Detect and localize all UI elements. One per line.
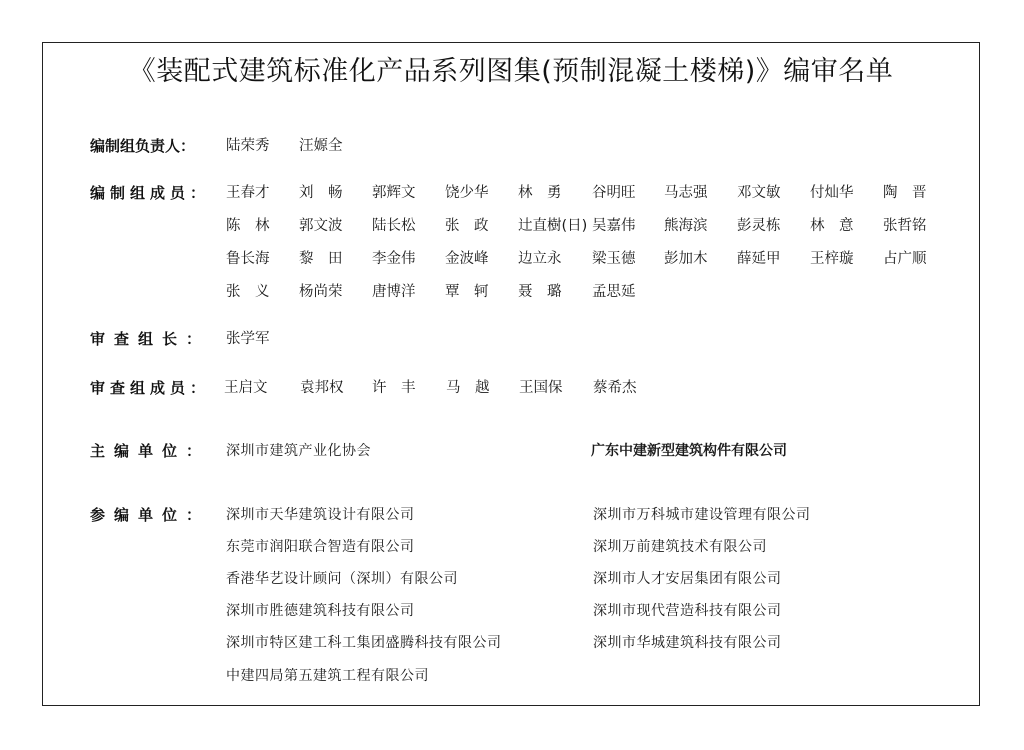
member-name: 饶少华 <box>445 185 489 201</box>
member-name: 陶 晋 <box>883 185 927 201</box>
review-leader-label: 审查组长： <box>90 330 211 348</box>
participating-unit: 深圳市人才安居集团有限公司 <box>593 571 782 587</box>
member-name: 梁玉德 <box>592 251 636 267</box>
participating-unit: 东莞市润阳联合智造有限公司 <box>226 539 415 555</box>
participating-unit: 深圳市胜德建筑科技有限公司 <box>226 603 415 619</box>
member-name: 唐博洋 <box>372 284 416 300</box>
leader-name: 陆荣秀 <box>226 138 270 154</box>
member-name: 林 意 <box>810 218 854 234</box>
review-member-name: 蔡希杰 <box>593 380 637 396</box>
member-name: 吴嘉伟 <box>592 218 636 234</box>
review-member-name: 马 越 <box>446 380 490 396</box>
member-name: 彭灵栋 <box>737 218 781 234</box>
participating-unit: 深圳市特区建工科工集团盛腾科技有限公司 <box>226 635 502 651</box>
leaders-label: 编制组负责人： <box>90 137 196 155</box>
member-name: 覃 轲 <box>445 284 489 300</box>
member-name: 刘 畅 <box>299 185 343 201</box>
leader-name: 汪嫄全 <box>299 138 343 154</box>
member-name: 林 勇 <box>518 185 562 201</box>
chief-unit: 深圳市建筑产业化协会 <box>226 443 371 459</box>
member-name: 郭文波 <box>299 218 343 234</box>
participating-unit: 深圳市现代营造科技有限公司 <box>593 603 782 619</box>
review-member-name: 王国保 <box>519 380 563 396</box>
member-name: 薛延甲 <box>737 251 781 267</box>
participating-unit: 深圳市天华建筑设计有限公司 <box>226 507 415 523</box>
member-name: 张 义 <box>226 284 270 300</box>
review-member-name: 袁邦权 <box>300 380 344 396</box>
participating-unit: 中建四局第五建筑工程有限公司 <box>226 668 429 684</box>
member-name: 鲁长海 <box>226 251 270 267</box>
member-name: 郭辉文 <box>372 185 416 201</box>
member-name: 邓文敏 <box>737 185 781 201</box>
review-member-name: 许 丰 <box>372 380 416 396</box>
member-name: 张哲铭 <box>883 218 927 234</box>
member-name: 占广顺 <box>883 251 927 267</box>
chief-unit: 广东中建新型建筑构件有限公司 <box>591 443 787 459</box>
member-name: 金波峰 <box>445 251 489 267</box>
participating-units-label: 参编单位： <box>90 506 211 524</box>
member-name: 马志强 <box>664 185 708 201</box>
review-members-label: 审查组成员： <box>90 379 211 397</box>
member-name: 张 政 <box>445 218 489 234</box>
member-name: 熊海滨 <box>664 218 708 234</box>
review-member-name: 王启文 <box>224 380 268 396</box>
participating-unit: 深圳市万科城市建设管理有限公司 <box>593 507 811 523</box>
member-name: 辻直樹(日) <box>518 218 588 234</box>
member-name: 彭加木 <box>664 251 708 267</box>
member-name: 边立永 <box>518 251 562 267</box>
member-name: 李金伟 <box>372 251 416 267</box>
participating-unit: 深圳市华城建筑科技有限公司 <box>593 635 782 651</box>
review-leader-name: 张学军 <box>226 331 270 347</box>
member-name: 王春才 <box>226 185 270 201</box>
member-name: 付灿华 <box>810 185 854 201</box>
member-name: 王梓璇 <box>810 251 854 267</box>
members-label: 编制组成员： <box>90 184 211 202</box>
member-name: 陈 林 <box>226 218 270 234</box>
member-name: 孟思延 <box>592 284 636 300</box>
member-name: 聂 璐 <box>518 284 562 300</box>
participating-unit: 深圳万前建筑技术有限公司 <box>593 539 767 555</box>
member-name: 杨尚荣 <box>299 284 343 300</box>
member-name: 黎 田 <box>299 251 343 267</box>
member-name: 陆长松 <box>372 218 416 234</box>
member-name: 谷明旺 <box>592 185 636 201</box>
participating-unit: 香港华艺设计顾问（深圳）有限公司 <box>226 571 458 587</box>
page-title: 《装配式建筑标准化产品系列图集(预制混凝土楼梯)》编审名单 <box>128 56 894 87</box>
chief-units-label: 主编单位： <box>90 442 211 460</box>
